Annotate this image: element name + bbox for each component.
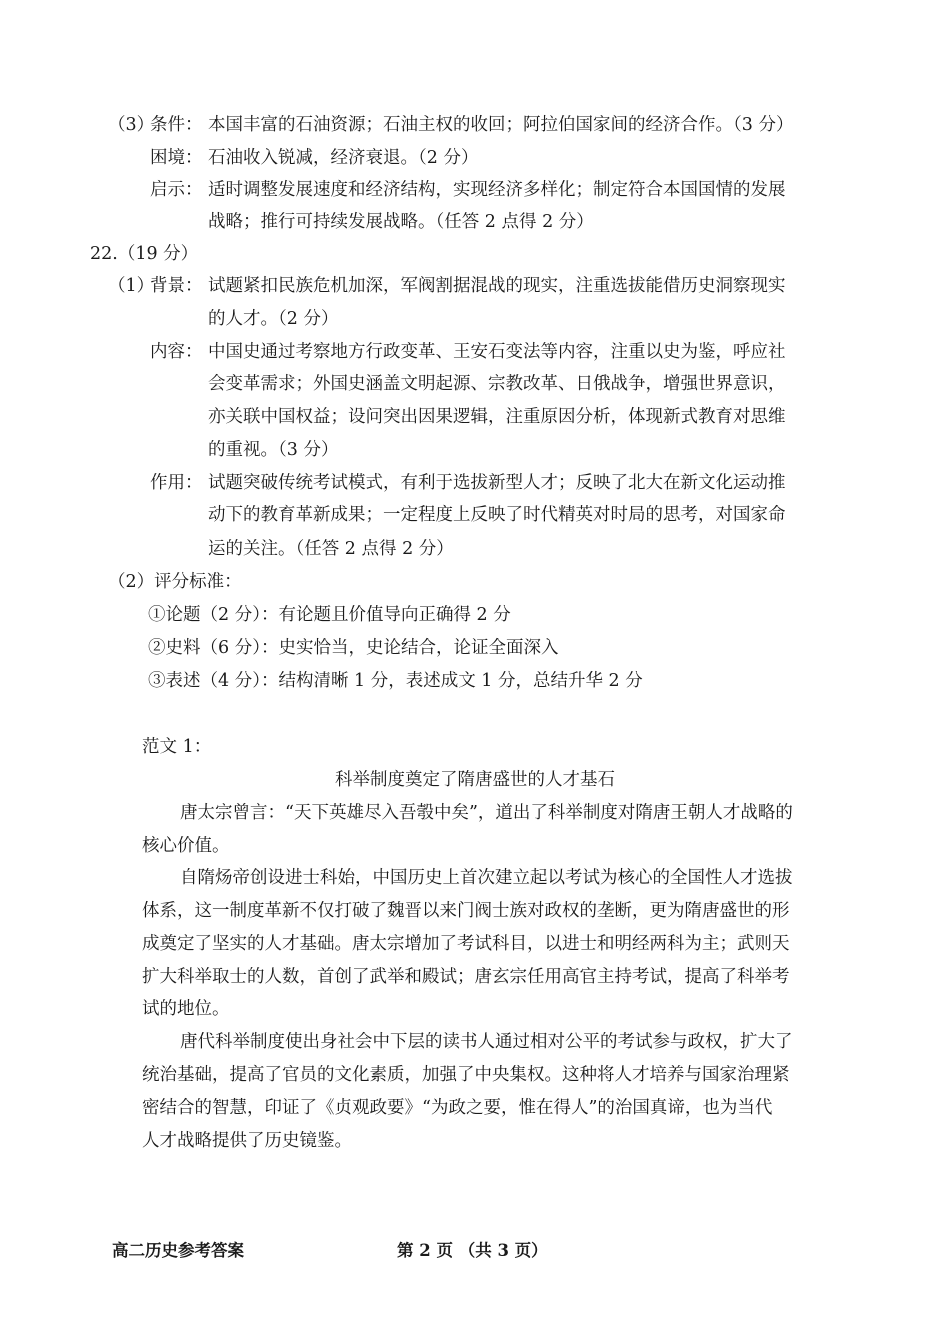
criteria-item: ②史料（6 分）：史实恰当，史论结合，论证全面深入 xyxy=(148,638,559,658)
criteria-item: ③表述（4 分）：结构清晰 1 分，表述成文 1 分，总结升华 2 分 xyxy=(148,671,643,691)
effect-line: 试题突破传统考试模式，有利于选拔新型人才；反映了北大在新文化运动推 xyxy=(208,473,786,493)
essay-paragraph-line: 自隋炀帝创设进士科始，中国历史上首次建立起以考试为核心的全国性人才选拔 xyxy=(180,868,793,888)
background-line: 的人才。（2 分） xyxy=(208,309,339,329)
essay-paragraph-line: 唐代科举制度使出身社会中下层的读书人通过相对公平的考试参与政权，扩大了 xyxy=(180,1032,793,1052)
essay-paragraph-line: 人才战略提供了历史镜鉴。 xyxy=(142,1131,352,1151)
background-line: 试题紧扣民族危机加深，军阀割据混战的现实，注重选拔能借历史洞察现实 xyxy=(208,276,786,296)
essay-paragraph-line: 成奠定了坚实的人才基础。唐太宗增加了考试科目，以进士和明经两科为主；武则天 xyxy=(142,934,790,954)
dilemma-text: 石油收入锐减，经济衰退。（2 分） xyxy=(208,148,479,168)
q22-header: 22.（19 分） xyxy=(90,244,199,264)
essay-paragraph-line: 唐太宗曾言：“天下英雄尽入吾彀中矣”，道出了科举制度对隋唐王朝人才战略的 xyxy=(180,803,793,823)
conditions-text: 本国丰富的石油资源；石油主权的收回；阿拉伯国家间的经济合作。（3 分） xyxy=(208,115,794,135)
essay-paragraph-line: 体系，这一制度革新不仅打破了魏晋以来门阀士族对政权的垄断，更为隋唐盛世的形 xyxy=(142,901,790,921)
effect-label: 作用： xyxy=(150,473,203,493)
essay-paragraph-line: 核心价值。 xyxy=(142,836,230,856)
conditions-label: 条件： xyxy=(150,115,203,135)
lesson-line: 适时调整发展速度和经济结构，实现经济多样化；制定符合本国国情的发展 xyxy=(208,180,786,200)
content-line: 中国史通过考察地方行政变革、王安石变法等内容，注重以史为鉴，呼应社 xyxy=(208,342,786,362)
criteria-item: ①论题（2 分）：有论题且价值导向正确得 2 分 xyxy=(148,605,511,625)
q21-3-label: （3） xyxy=(108,115,155,135)
lesson-label: 启示： xyxy=(150,180,203,200)
content-label: 内容： xyxy=(150,342,203,362)
effect-line: 运的关注。（任答 2 点得 2 分） xyxy=(208,539,454,559)
essay-label: 范文 1： xyxy=(142,737,212,757)
background-label: 背景： xyxy=(150,276,203,296)
q22-part1-label: （1） xyxy=(108,276,155,296)
essay-title: 科举制度奠定了隋唐盛世的人才基石 xyxy=(335,770,615,790)
essay-paragraph-line: 扩大科举取士的人数，首创了武举和殿试；唐玄宗任用高官主持考试，提高了科举考 xyxy=(142,967,790,987)
essay-paragraph-line: 试的地位。 xyxy=(142,999,230,1019)
page-number: 第 2 页 （共 3 页） xyxy=(397,1241,548,1260)
essay-paragraph-line: 密结合的智慧，印证了《贞观政要》“为政之要，惟在得人”的治国真谛，也为当代 xyxy=(142,1098,773,1118)
content-line: 会变革需求；外国史涵盖文明起源、宗教改革、日俄战争，增强世界意识， xyxy=(208,374,786,394)
dilemma-label: 困境： xyxy=(150,148,203,168)
footer-title: 高二历史参考答案 xyxy=(112,1241,244,1260)
essay-paragraph-line: 统治基础，提高了官员的文化素质，加强了中央集权。这种将人才培养与国家治理紧 xyxy=(142,1065,790,1085)
lesson-line: 战略；推行可持续发展战略。（任答 2 点得 2 分） xyxy=(208,212,594,232)
content-line: 的重视。（3 分） xyxy=(208,440,339,460)
effect-line: 动下的教育革新成果；一定程度上反映了时代精英对时局的思考，对国家命 xyxy=(208,505,786,525)
q22-part2-label: （2）评分标准： xyxy=(108,572,242,592)
content-line: 亦关联中国权益；设问突出因果逻辑，注重原因分析，体现新式教育对思维 xyxy=(208,407,786,427)
